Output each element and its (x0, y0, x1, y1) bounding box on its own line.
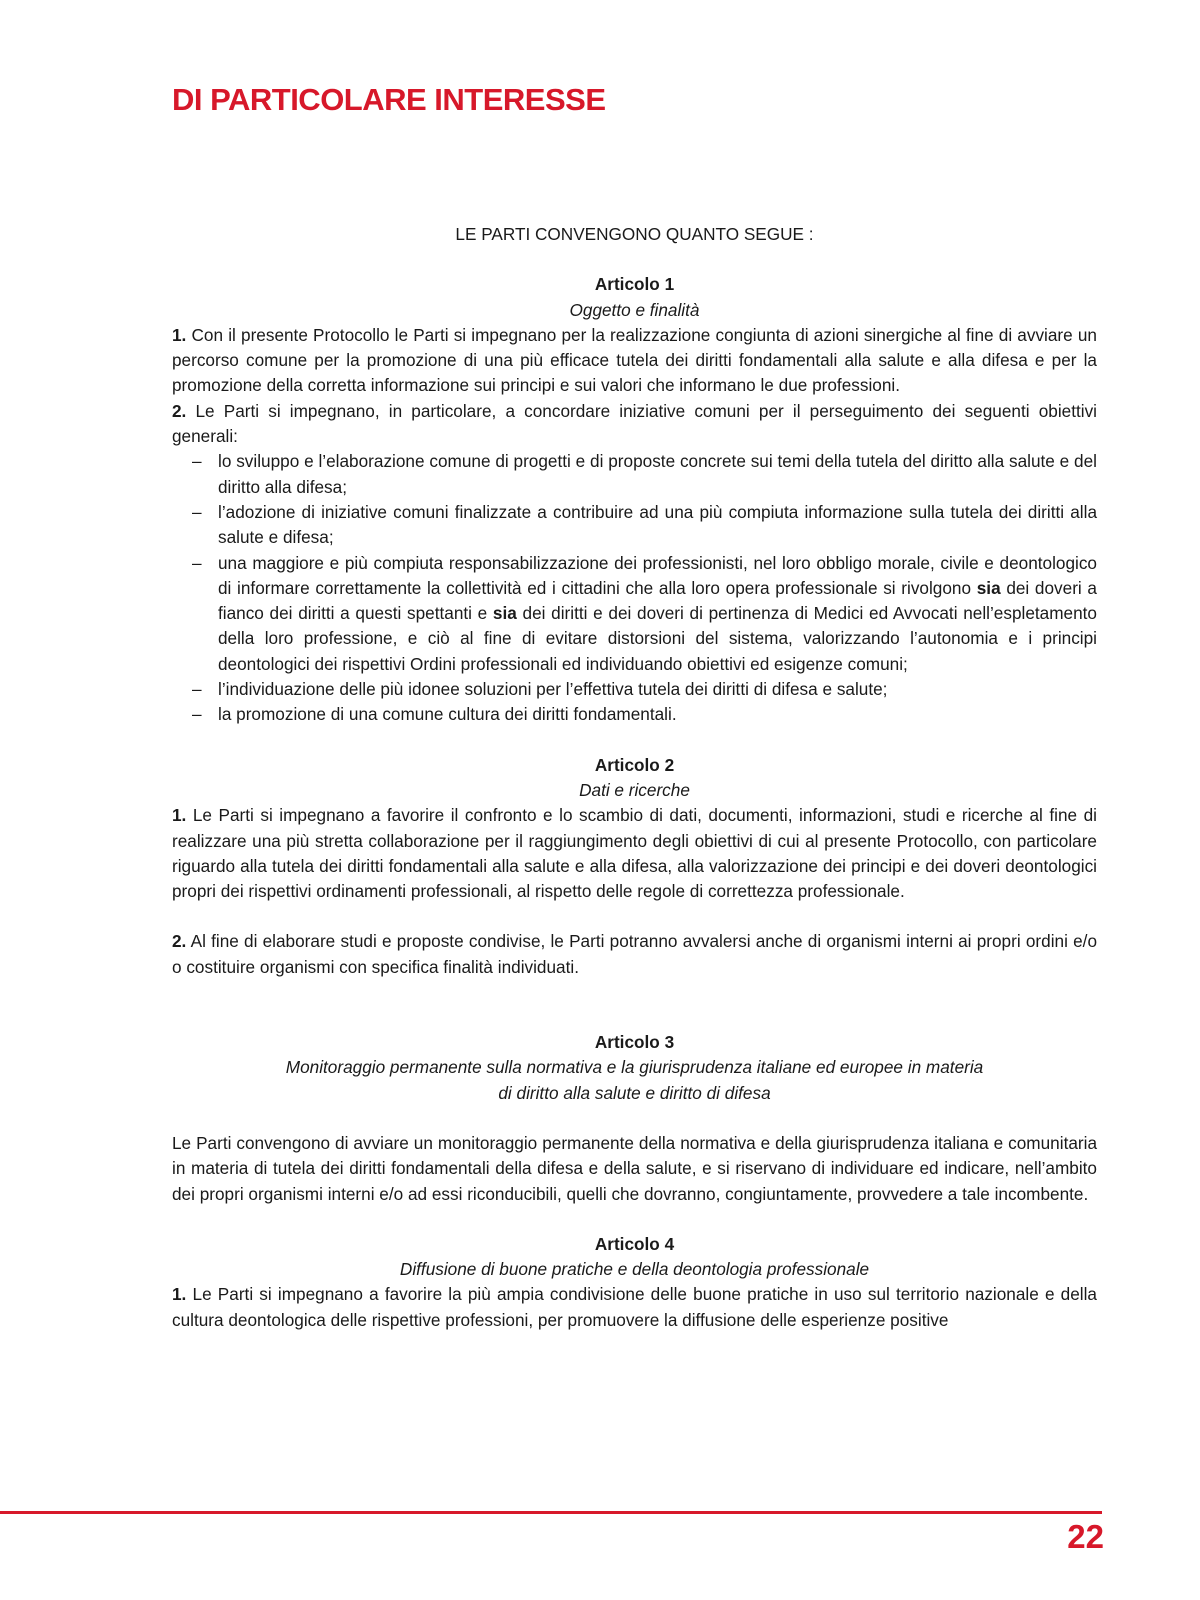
list-item-text: la promozione di una comune cultura dei diritti fondamentali. (218, 704, 677, 725)
article-subtitle: Monitoraggio permanente sulla normativa e la giurisprudenza italiane ed europee in materia (285, 1057, 984, 1078)
article-subtitle: Diffusione di buone pratiche e della deontologia professionale (399, 1259, 870, 1280)
paragraph-text: Le Parti si impegnano a favorire la più ampia condivisione delle buone pratiche in uso sul territorio nazionale e della cultura deontologica delle rispettive professioni, per promuovere la diffusione delle esperienze positive (172, 1284, 1097, 1330)
dash-bullet: – (192, 679, 202, 700)
dash-bullet: – (192, 704, 202, 725)
list-item (172, 551, 1097, 677)
article-4 (172, 1232, 1097, 1333)
page-number: 22 (1067, 1518, 1104, 1555)
footer-divider (0, 1511, 1102, 1514)
list-item (172, 449, 1097, 500)
intro-heading: LE PARTI CONVENGONO QUANTO SEGUE : (455, 224, 814, 244)
article-paragraph (172, 399, 1097, 450)
objectives-list (172, 449, 1097, 727)
article-paragraph (172, 1282, 1097, 1333)
article-3 (172, 1030, 1097, 1207)
paragraph-text: Le Parti si impegnano a favorire il confronto e lo scambio di dati, documenti, informazioni, studi e ricerche al fine di realizzare una più stretta collaborazione per il raggiungimento degli obiettivi di cui al presente Protocollo, con particolare riguardo alla tutela dei diritti fondamentali alla salute e alla difesa, alla valorizzazione dei principi e dei doveri deontologici propri dei rispettivi ordinamenti professionali, al rispetto delle regole di correttezza professionale. (172, 805, 1097, 902)
paragraph-number: 2. (172, 400, 187, 421)
list-item-text: dei diritti e dei doveri di pertinenza di Medici ed Avvocati nell’espletamento della loro professione, e ciò al fine di evitare distorsioni del sistema, valorizzando l’autonomia e i principi deontologici dei rispettivi Ordini professionali ed individuando obiettivi ed esigenze comuni; (218, 603, 1097, 674)
paragraph-text: Le Parti si impegnano, in particolare, a concordare iniziative comuni per il perseguimento dei seguenti obiettivi generali: (172, 400, 1097, 447)
list-item-text: una maggiore e più compiuta responsabilizzazione dei professionisti, nel loro obbligo morale, civile e deontologico di informare correttamente la collettività ed i cittadini che alla loro opera professionale si rivolgono (218, 552, 1097, 598)
article-subtitle: Oggetto e finalità (569, 299, 700, 320)
paragraph-text: Con il presente Protocollo le Parti si impegnano per la realizzazione congiunta di azioni sinergiche al fine di avviare un percorso comune per la promozione di una più efficace tutela dei diritti fondamentali alla salute e alla difesa e per la promozione della corretta informazione sui principi e sui valori che informano le due professioni. (172, 324, 1097, 396)
list-item-text: lo sviluppo e l’elaborazione comune di progetti e di proposte concrete sui temi della tutela del diritto alla salute e del diritto alla difesa; (218, 451, 1097, 497)
dash-bullet: – (192, 501, 202, 522)
article-subtitle: Dati e ricerche (579, 779, 690, 800)
article-title: Articolo 4 (594, 1233, 675, 1254)
article-1 (172, 272, 1097, 727)
article-paragraph (172, 803, 1097, 904)
dash-bullet: – (192, 451, 202, 472)
article-paragraph (172, 929, 1097, 980)
list-item-text: dei doveri a fianco dei diritti a questi spettanti e (218, 577, 1097, 624)
article-2 (172, 753, 1097, 980)
section-title: DI PARTICOLARE INTERESSE (172, 82, 606, 117)
list-item (172, 702, 1097, 727)
article-title: Articolo 1 (594, 274, 675, 295)
article-title: Articolo 2 (594, 754, 675, 775)
article-title: Articolo 3 (594, 1032, 675, 1053)
list-item (172, 677, 1097, 702)
emphasis-text: sia (492, 603, 517, 624)
article-subtitle: di diritto alla salute e diritto di difesa (498, 1082, 771, 1103)
list-item (172, 500, 1097, 551)
paragraph-number: 2. (172, 931, 187, 952)
paragraph-number: 1. (172, 805, 187, 826)
paragraph-number: 1. (172, 324, 187, 345)
list-item-text: l’adozione di iniziative comuni finalizzate a contribuire ad una più compiuta informazione sulla tutela dei diritti alla salute e difesa; (218, 501, 1097, 548)
article-paragraph: Le Parti convengono di avviare un monitoraggio permanente della normativa e della giurisprudenza italiana e comunitaria in materia di tutela dei diritti fondamentali della difesa e della salute, e si riservano di individuare ed indicare, nell’ambito dei propri organismi interni e/o ad essi riconducibili, quelli che dovranno, congiuntamente, provvedere a tale incombente. (172, 1132, 1097, 1204)
article-paragraph (172, 323, 1097, 399)
list-item-text: l’individuazione delle più idonee soluzioni per l’effettiva tutela dei diritti di difesa e salute; (218, 679, 888, 700)
document-body (172, 222, 1097, 1333)
dash-bullet: – (192, 552, 202, 573)
paragraph-number: 1. (172, 1284, 187, 1305)
emphasis-text: sia (976, 577, 1001, 598)
paragraph-text: Al fine di elaborare studi e proposte condivise, le Parti potranno avvalersi anche di organismi interni ai propri ordini e/o o costituire organismi con specifica finalità individuati. (172, 931, 1097, 977)
